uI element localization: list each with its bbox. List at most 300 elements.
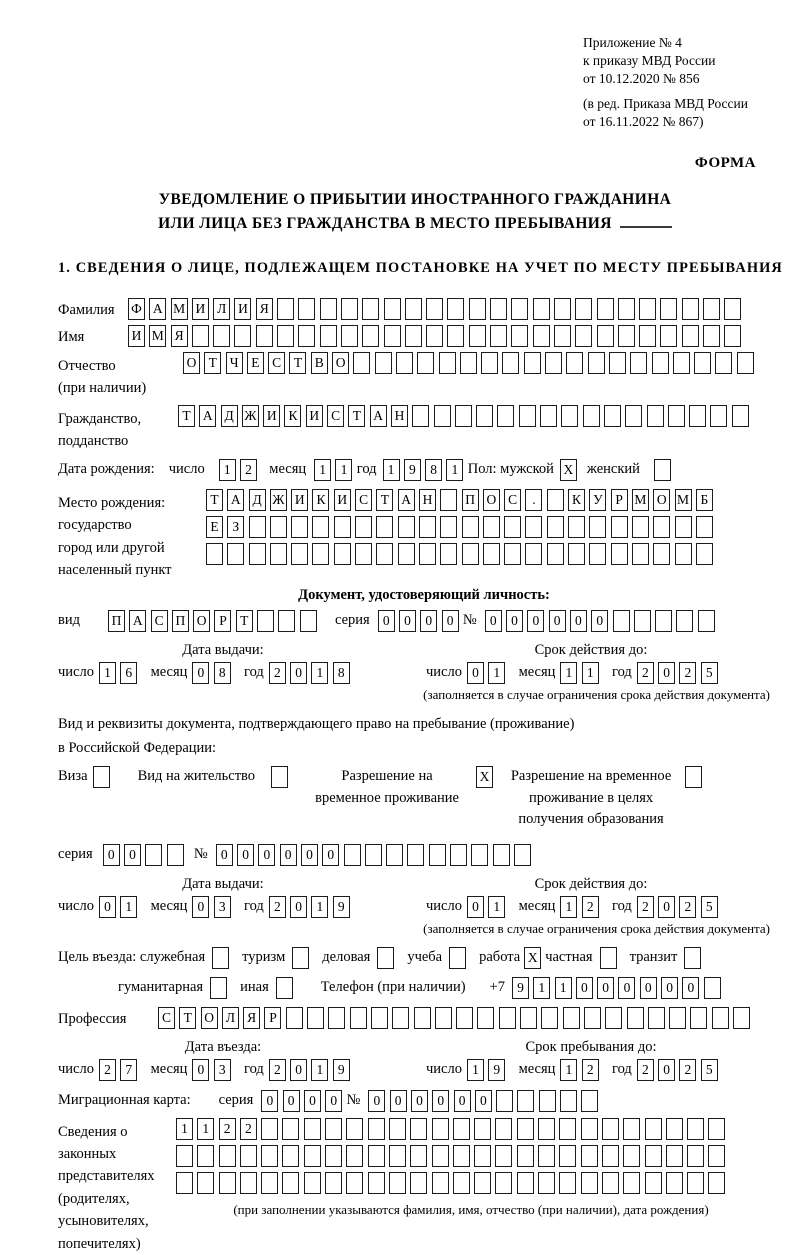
char-box[interactable]: [568, 543, 585, 565]
char-box[interactable]: 1: [99, 662, 116, 684]
char-box[interactable]: [559, 1118, 576, 1140]
char-box[interactable]: [519, 405, 536, 427]
char-box[interactable]: [630, 352, 647, 374]
char-box[interactable]: [298, 298, 315, 320]
entry-year-boxes[interactable]: [269, 1059, 354, 1081]
char-box[interactable]: [426, 298, 443, 320]
char-box[interactable]: 1: [311, 1059, 328, 1081]
char-box[interactable]: 1: [488, 896, 505, 918]
char-box[interactable]: [320, 298, 337, 320]
char-box[interactable]: [407, 844, 424, 866]
char-box[interactable]: И: [306, 405, 323, 427]
char-box[interactable]: [602, 1172, 619, 1194]
char-box[interactable]: И: [234, 298, 251, 320]
char-box[interactable]: [618, 325, 635, 347]
char-box[interactable]: 1: [467, 1059, 484, 1081]
char-box[interactable]: [538, 1145, 555, 1167]
char-box[interactable]: [362, 325, 379, 347]
char-box[interactable]: С: [355, 489, 372, 511]
char-box[interactable]: [533, 298, 550, 320]
char-box[interactable]: С: [151, 610, 168, 632]
char-box[interactable]: [639, 298, 656, 320]
char-box[interactable]: 0: [283, 1090, 300, 1112]
char-box[interactable]: 8: [214, 662, 231, 684]
char-box[interactable]: 0: [301, 844, 318, 866]
char-box[interactable]: [708, 1172, 725, 1194]
char-box[interactable]: [496, 1090, 513, 1112]
char-box[interactable]: [648, 1007, 665, 1029]
char-box[interactable]: [559, 1145, 576, 1167]
char-box[interactable]: [732, 405, 749, 427]
doc-valid-day-boxes[interactable]: [467, 662, 510, 684]
char-box[interactable]: З: [227, 516, 244, 538]
char-box[interactable]: [282, 1172, 299, 1194]
char-box[interactable]: [490, 298, 507, 320]
char-box[interactable]: [554, 298, 571, 320]
char-box[interactable]: Т: [289, 352, 306, 374]
char-box[interactable]: [469, 298, 486, 320]
char-box[interactable]: 2: [582, 896, 599, 918]
char-box[interactable]: 3: [214, 1059, 231, 1081]
char-box[interactable]: [277, 325, 294, 347]
char-box[interactable]: [439, 352, 456, 374]
char-box[interactable]: И: [128, 325, 145, 347]
char-box[interactable]: [176, 1172, 193, 1194]
representatives-boxes-2[interactable]: [176, 1145, 766, 1167]
char-box[interactable]: [271, 766, 288, 788]
profession-boxes[interactable]: [158, 1007, 754, 1029]
char-box[interactable]: Ф: [128, 298, 145, 320]
char-box[interactable]: 0: [549, 610, 566, 632]
char-box[interactable]: [652, 352, 669, 374]
purpose-humanitarian-checkbox[interactable]: [210, 977, 227, 999]
char-box[interactable]: А: [149, 298, 166, 320]
char-box[interactable]: 0: [658, 1059, 675, 1081]
char-box[interactable]: [286, 1007, 303, 1029]
char-box[interactable]: [240, 1172, 257, 1194]
char-box[interactable]: П: [108, 610, 125, 632]
char-box[interactable]: [623, 1118, 640, 1140]
doc-valid-month-boxes[interactable]: [560, 662, 603, 684]
char-box[interactable]: 0: [420, 610, 437, 632]
char-box[interactable]: 0: [591, 610, 608, 632]
char-box[interactable]: [375, 352, 392, 374]
char-box[interactable]: [703, 298, 720, 320]
char-box[interactable]: [398, 543, 415, 565]
char-box[interactable]: М: [171, 298, 188, 320]
char-box[interactable]: [227, 543, 244, 565]
resid-series-boxes[interactable]: [103, 844, 188, 866]
sex-male-checkbox[interactable]: [560, 459, 577, 481]
char-box[interactable]: [368, 1118, 385, 1140]
char-box[interactable]: 0: [682, 977, 699, 999]
char-box[interactable]: [219, 1145, 236, 1167]
char-box[interactable]: [666, 1118, 683, 1140]
char-box[interactable]: С: [327, 405, 344, 427]
char-box[interactable]: [559, 1172, 576, 1194]
sex-female-checkbox[interactable]: [654, 459, 671, 481]
char-box[interactable]: [334, 543, 351, 565]
char-box[interactable]: [668, 405, 685, 427]
char-box[interactable]: [520, 1007, 537, 1029]
char-box[interactable]: [353, 352, 370, 374]
char-box[interactable]: [618, 298, 635, 320]
char-box[interactable]: [684, 947, 701, 969]
char-box[interactable]: 9: [333, 1059, 350, 1081]
char-box[interactable]: [696, 543, 713, 565]
purpose-business-checkbox[interactable]: [377, 947, 394, 969]
char-box[interactable]: [341, 325, 358, 347]
char-box[interactable]: У: [589, 489, 606, 511]
char-box[interactable]: [365, 844, 382, 866]
char-box[interactable]: [545, 352, 562, 374]
char-box[interactable]: [219, 1172, 236, 1194]
char-box[interactable]: [455, 405, 472, 427]
char-box[interactable]: [197, 1145, 214, 1167]
char-box[interactable]: [386, 844, 403, 866]
char-box[interactable]: [673, 352, 690, 374]
char-box[interactable]: [533, 325, 550, 347]
char-box[interactable]: О: [183, 352, 200, 374]
char-box[interactable]: [384, 325, 401, 347]
char-box[interactable]: 0: [475, 1090, 492, 1112]
given-name-boxes[interactable]: [128, 325, 746, 347]
resid-valid-year-boxes[interactable]: [637, 896, 722, 918]
purpose-official-checkbox[interactable]: [212, 947, 229, 969]
char-box[interactable]: 2: [240, 1118, 257, 1140]
char-box[interactable]: [192, 325, 209, 347]
char-box[interactable]: 2: [679, 662, 696, 684]
char-box[interactable]: [477, 1007, 494, 1029]
char-box[interactable]: [660, 325, 677, 347]
char-box[interactable]: [600, 947, 617, 969]
char-box[interactable]: [602, 1145, 619, 1167]
char-box[interactable]: [737, 352, 754, 374]
char-box[interactable]: [447, 298, 464, 320]
entry-day-boxes[interactable]: [99, 1059, 142, 1081]
resid-valid-day-boxes[interactable]: [467, 896, 510, 918]
char-box[interactable]: [708, 1118, 725, 1140]
char-box[interactable]: X: [524, 947, 541, 969]
char-box[interactable]: [249, 516, 266, 538]
char-box[interactable]: [575, 298, 592, 320]
char-box[interactable]: К: [312, 489, 329, 511]
char-box[interactable]: 3: [214, 896, 231, 918]
char-box[interactable]: [581, 1145, 598, 1167]
char-box[interactable]: [696, 516, 713, 538]
char-box[interactable]: 2: [637, 896, 654, 918]
char-box[interactable]: [660, 298, 677, 320]
char-box[interactable]: [334, 516, 351, 538]
char-box[interactable]: 0: [124, 844, 141, 866]
char-box[interactable]: Т: [348, 405, 365, 427]
birth-place-boxes-1[interactable]: [206, 489, 717, 511]
char-box[interactable]: В: [311, 352, 328, 374]
char-box[interactable]: [460, 352, 477, 374]
char-box[interactable]: [344, 844, 361, 866]
char-box[interactable]: [145, 844, 162, 866]
char-box[interactable]: А: [129, 610, 146, 632]
char-box[interactable]: 9: [333, 896, 350, 918]
char-box[interactable]: [384, 298, 401, 320]
char-box[interactable]: 0: [527, 610, 544, 632]
char-box[interactable]: [212, 947, 229, 969]
temp-residence-checkbox[interactable]: [476, 766, 493, 788]
char-box[interactable]: [320, 325, 337, 347]
char-box[interactable]: [704, 977, 721, 999]
stay-day-boxes[interactable]: [467, 1059, 510, 1081]
char-box[interactable]: [440, 516, 457, 538]
char-box[interactable]: Т: [206, 489, 223, 511]
char-box[interactable]: С: [158, 1007, 175, 1029]
char-box[interactable]: 9: [404, 459, 421, 481]
char-box[interactable]: 2: [637, 662, 654, 684]
char-box[interactable]: [632, 543, 649, 565]
char-box[interactable]: 0: [390, 1090, 407, 1112]
char-box[interactable]: [687, 1172, 704, 1194]
char-box[interactable]: [476, 405, 493, 427]
char-box[interactable]: [197, 1172, 214, 1194]
char-box[interactable]: [410, 1145, 427, 1167]
char-box[interactable]: [261, 1145, 278, 1167]
char-box[interactable]: [261, 1118, 278, 1140]
purpose-tourism-checkbox[interactable]: [292, 947, 309, 969]
char-box[interactable]: 1: [560, 662, 577, 684]
char-box[interactable]: [733, 1007, 750, 1029]
char-box[interactable]: 0: [576, 977, 593, 999]
mig-series-boxes[interactable]: [261, 1090, 346, 1112]
char-box[interactable]: С: [268, 352, 285, 374]
char-box[interactable]: [398, 516, 415, 538]
char-box[interactable]: [666, 1145, 683, 1167]
char-box[interactable]: [341, 298, 358, 320]
char-box[interactable]: [724, 298, 741, 320]
temp-residence-edu-checkbox[interactable]: [685, 766, 702, 788]
char-box[interactable]: [447, 325, 464, 347]
char-box[interactable]: [589, 543, 606, 565]
mig-number-boxes[interactable]: [368, 1090, 602, 1112]
char-box[interactable]: 0: [658, 896, 675, 918]
char-box[interactable]: [583, 405, 600, 427]
char-box[interactable]: 0: [103, 844, 120, 866]
char-box[interactable]: Е: [247, 352, 264, 374]
char-box[interactable]: 0: [99, 896, 116, 918]
char-box[interactable]: Я: [243, 1007, 260, 1029]
char-box[interactable]: [609, 352, 626, 374]
char-box[interactable]: [278, 610, 295, 632]
char-box[interactable]: И: [192, 298, 209, 320]
char-box[interactable]: [483, 516, 500, 538]
char-box[interactable]: 0: [258, 844, 275, 866]
char-box[interactable]: 1: [533, 977, 550, 999]
birth-place-boxes-3[interactable]: [206, 543, 717, 565]
char-box[interactable]: [432, 1118, 449, 1140]
char-box[interactable]: [405, 298, 422, 320]
char-box[interactable]: [346, 1118, 363, 1140]
char-box[interactable]: 2: [240, 459, 257, 481]
char-box[interactable]: 0: [290, 1059, 307, 1081]
char-box[interactable]: [495, 1172, 512, 1194]
char-box[interactable]: [376, 543, 393, 565]
char-box[interactable]: [499, 1007, 516, 1029]
char-box[interactable]: 0: [368, 1090, 385, 1112]
char-box[interactable]: [568, 516, 585, 538]
citizenship-boxes[interactable]: [178, 405, 753, 427]
char-box[interactable]: Т: [236, 610, 253, 632]
char-box[interactable]: 5: [701, 896, 718, 918]
char-box[interactable]: Р: [214, 610, 231, 632]
char-box[interactable]: 1: [120, 896, 137, 918]
char-box[interactable]: [350, 1007, 367, 1029]
char-box[interactable]: [563, 1007, 580, 1029]
char-box[interactable]: 8: [425, 459, 442, 481]
char-box[interactable]: [432, 1172, 449, 1194]
char-box[interactable]: [540, 405, 557, 427]
char-box[interactable]: [623, 1145, 640, 1167]
doc-series-boxes[interactable]: [378, 610, 463, 632]
char-box[interactable]: [456, 1007, 473, 1029]
char-box[interactable]: Т: [178, 405, 195, 427]
char-box[interactable]: [304, 1172, 321, 1194]
char-box[interactable]: А: [370, 405, 387, 427]
char-box[interactable]: 2: [269, 1059, 286, 1081]
purpose-work-checkbox[interactable]: [524, 947, 541, 969]
char-box[interactable]: [249, 543, 266, 565]
char-box[interactable]: [588, 352, 605, 374]
char-box[interactable]: [270, 516, 287, 538]
char-box[interactable]: 0: [378, 610, 395, 632]
char-box[interactable]: Т: [376, 489, 393, 511]
char-box[interactable]: [715, 352, 732, 374]
residence-permit-checkbox[interactable]: [271, 766, 288, 788]
char-box[interactable]: [525, 543, 542, 565]
char-box[interactable]: 2: [269, 896, 286, 918]
char-box[interactable]: Б: [696, 489, 713, 511]
char-box[interactable]: [724, 325, 741, 347]
char-box[interactable]: О: [483, 489, 500, 511]
char-box[interactable]: 0: [661, 977, 678, 999]
char-box[interactable]: [270, 543, 287, 565]
char-box[interactable]: [450, 844, 467, 866]
char-box[interactable]: [371, 1007, 388, 1029]
char-box[interactable]: [432, 1145, 449, 1167]
char-box[interactable]: [605, 1007, 622, 1029]
birth-month-boxes[interactable]: [314, 459, 357, 481]
char-box[interactable]: И: [291, 489, 308, 511]
char-box[interactable]: [497, 405, 514, 427]
char-box[interactable]: [292, 947, 309, 969]
entry-month-boxes[interactable]: [192, 1059, 235, 1081]
char-box[interactable]: [256, 325, 273, 347]
char-box[interactable]: Я: [256, 298, 273, 320]
char-box[interactable]: 6: [120, 662, 137, 684]
char-box[interactable]: [690, 1007, 707, 1029]
char-box[interactable]: [346, 1145, 363, 1167]
char-box[interactable]: [419, 516, 436, 538]
char-box[interactable]: И: [263, 405, 280, 427]
char-box[interactable]: [440, 489, 457, 511]
char-box[interactable]: 2: [679, 1059, 696, 1081]
char-box[interactable]: 0: [411, 1090, 428, 1112]
char-box[interactable]: [561, 405, 578, 427]
char-box[interactable]: [206, 543, 223, 565]
char-box[interactable]: [426, 325, 443, 347]
char-box[interactable]: [312, 516, 329, 538]
char-box[interactable]: [234, 325, 251, 347]
char-box[interactable]: 1: [311, 662, 328, 684]
char-box[interactable]: [462, 543, 479, 565]
char-box[interactable]: [481, 352, 498, 374]
char-box[interactable]: [474, 1118, 491, 1140]
char-box[interactable]: А: [227, 489, 244, 511]
char-box[interactable]: 1: [311, 896, 328, 918]
char-box[interactable]: [584, 1007, 601, 1029]
char-box[interactable]: 0: [237, 844, 254, 866]
char-box[interactable]: [307, 1007, 324, 1029]
char-box[interactable]: 7: [120, 1059, 137, 1081]
char-box[interactable]: [712, 1007, 729, 1029]
char-box[interactable]: [627, 1007, 644, 1029]
char-box[interactable]: [687, 1145, 704, 1167]
char-box[interactable]: [462, 516, 479, 538]
char-box[interactable]: 0: [399, 610, 416, 632]
char-box[interactable]: [611, 516, 628, 538]
resid-number-boxes[interactable]: [216, 844, 535, 866]
resid-valid-month-boxes[interactable]: [560, 896, 603, 918]
char-box[interactable]: Т: [179, 1007, 196, 1029]
char-box[interactable]: [257, 610, 274, 632]
char-box[interactable]: [474, 1145, 491, 1167]
char-box[interactable]: 1: [555, 977, 572, 999]
char-box[interactable]: 1: [560, 896, 577, 918]
char-box[interactable]: 5: [701, 662, 718, 684]
char-box[interactable]: X: [560, 459, 577, 481]
char-box[interactable]: [675, 516, 692, 538]
doc-valid-year-boxes[interactable]: [637, 662, 722, 684]
char-box[interactable]: [554, 325, 571, 347]
resid-issue-year-boxes[interactable]: [269, 896, 354, 918]
purpose-study-checkbox[interactable]: [449, 947, 466, 969]
char-box[interactable]: 0: [290, 896, 307, 918]
char-box[interactable]: М: [675, 489, 692, 511]
char-box[interactable]: [604, 405, 621, 427]
char-box[interactable]: [261, 1172, 278, 1194]
char-box[interactable]: X: [476, 766, 493, 788]
char-box[interactable]: 1: [488, 662, 505, 684]
char-box[interactable]: [495, 1118, 512, 1140]
char-box[interactable]: [547, 489, 564, 511]
char-box[interactable]: Л: [213, 298, 230, 320]
char-box[interactable]: Д: [249, 489, 266, 511]
purpose-transit-checkbox[interactable]: [684, 947, 701, 969]
char-box[interactable]: 1: [335, 459, 352, 481]
char-box[interactable]: [453, 1118, 470, 1140]
char-box[interactable]: Д: [221, 405, 238, 427]
char-box[interactable]: [525, 516, 542, 538]
char-box[interactable]: [625, 405, 642, 427]
char-box[interactable]: [325, 1145, 342, 1167]
char-box[interactable]: [435, 1007, 452, 1029]
char-box[interactable]: [368, 1172, 385, 1194]
char-box[interactable]: 0: [290, 662, 307, 684]
char-box[interactable]: [685, 766, 702, 788]
char-box[interactable]: 0: [506, 610, 523, 632]
char-box[interactable]: П: [172, 610, 189, 632]
char-box[interactable]: 2: [269, 662, 286, 684]
char-box[interactable]: [355, 516, 372, 538]
char-box[interactable]: 0: [192, 896, 209, 918]
char-box[interactable]: [682, 325, 699, 347]
